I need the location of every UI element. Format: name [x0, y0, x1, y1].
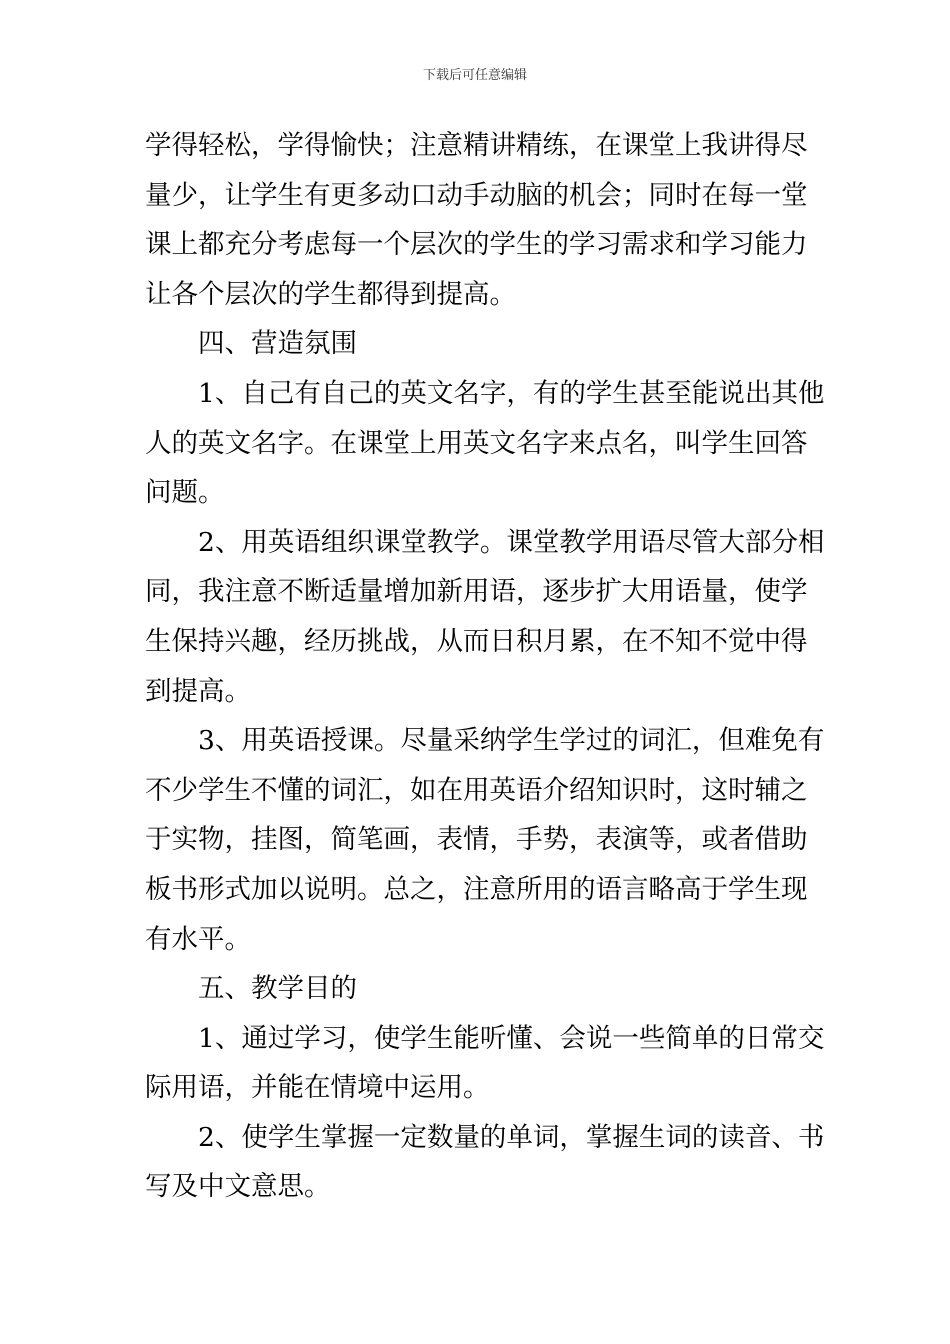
- text-line: 生保持兴趣，经历挑战，从而日积月累，在不知不觉中得: [145, 625, 808, 657]
- text-line: 不少学生不懂的词汇，如在用英语介绍知识时，这时辅之: [145, 774, 808, 806]
- text-line: 学得轻松，学得愉快；注意精讲精练，在课堂上我讲得尽: [145, 130, 808, 161]
- text-line: 量少，让学生有更多动口动手动脑的机会；同时在每一堂: [145, 179, 808, 211]
- text-line: 际用语，并能在情境中运用。: [145, 1072, 490, 1104]
- text-line: 同，我注意不断适量增加新用语，逐步扩大用语量，使学: [145, 576, 808, 608]
- text-line: 1、自己有自己的英文名字，有的学生甚至能说出其他: [198, 377, 825, 409]
- text-line: 问题。: [145, 477, 225, 509]
- text-line: 写及中文意思。: [145, 1171, 331, 1203]
- text-line: 2、使学生掌握一定数量的单词，掌握生词的读音、书: [198, 1121, 825, 1153]
- header-note: 下载后可任意编辑: [422, 68, 527, 83]
- document-body: [145, 121, 825, 1212]
- text-line: 到提高。: [145, 675, 251, 707]
- section-heading: 五、教学目的: [198, 973, 357, 1005]
- text-line: 于实物，挂图，简笔画，表情，手势，表演等，或者借助: [145, 824, 808, 856]
- text-line: 人的英文名字。在课堂上用英文名字来点名，叫学生回答: [145, 427, 808, 459]
- text-line: 让各个层次的学生都得到提高。: [145, 278, 516, 310]
- text-line: 板书形式加以说明。总之，注意所用的语言略高于学生现: [145, 873, 808, 905]
- text-line: 有水平。: [145, 923, 251, 955]
- section-heading: 四、营造氛围: [198, 328, 357, 360]
- text-line: 3、用英语授课。尽量采纳学生学过的词汇，但难免有: [198, 725, 825, 757]
- text-line: 2、用英语组织课堂教学。课堂教学用语尽管大部分相: [198, 526, 825, 558]
- text-line: 1、通过学习，使学生能听懂、会说一些简单的日常交: [198, 1022, 825, 1054]
- text-line: 课上都充分考虑每一个层次的学生的学习需求和学习能力: [145, 229, 808, 261]
